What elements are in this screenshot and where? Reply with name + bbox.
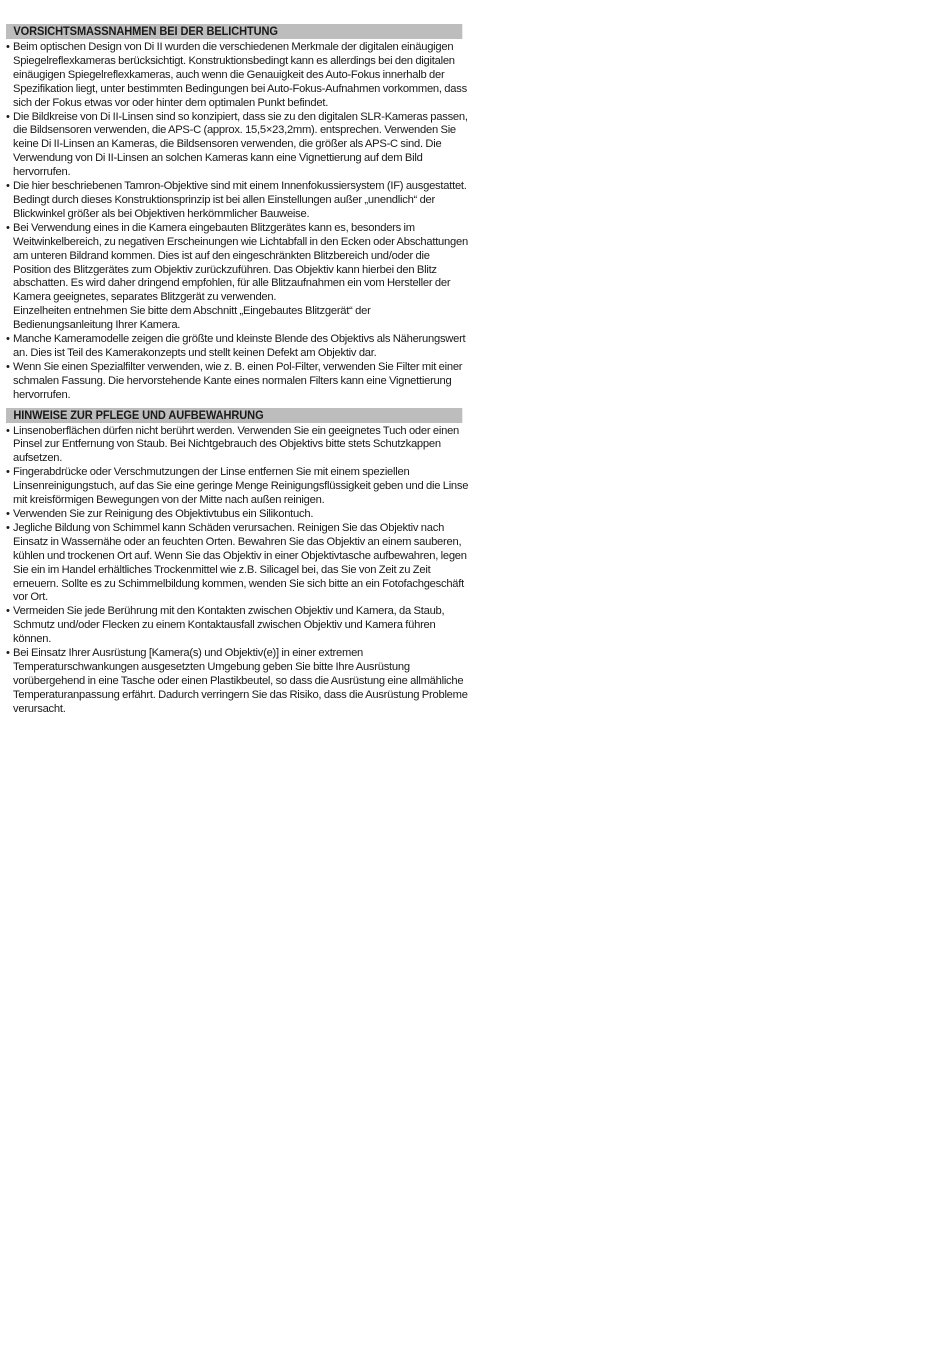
list-item [6, 605, 470, 647]
bullet-list [6, 425, 470, 717]
item-note: Einzelheiten entnehmen Sie bitte dem Abschnitt „Eingebautes Blitzgerät“ der Bedienungsanleitung Ihrer Kamera. [13, 305, 371, 332]
list-item [6, 466, 470, 508]
section-exposure-precautions [6, 24, 470, 403]
list-item [6, 111, 470, 181]
bullet-list [6, 41, 470, 403]
list-item [6, 180, 470, 222]
list-item [6, 425, 470, 467]
item-text: Manche Kameramodelle zeigen die größte und kleinste Blende des Objektivs als Näherungswert an. Dies ist Teil des Kamerakonzepts und stellt keinen Defekt am Objektiv dar. [13, 333, 466, 359]
document-column [6, 24, 470, 717]
list-item [6, 361, 470, 403]
item-text: Die Bildkreise von Di II-Linsen sind so konzipiert, dass sie zu den digitalen SLR-Kameras passen, die Bildsensoren verwenden, die APS-C (approx. 15,5×23,2mm). entsprechen. Verwenden Sie keine Di II-Linsen an Kameras, die Bildsensoren verwenden, die größer als APS-C sind. Die Verwendung von Di II-Linsen an solchen Kameras kann eine Vignettierung auf dem Bild hervorrufen. [13, 110, 468, 179]
item-text: Bei Verwendung eines in die Kamera eingebauten Blitzgerätes kann es, besonders im Weitwinkelbereich, zu negativen Erscheinungen wie Lichtabfall in den Ecken oder Abschattungen am unteren Bildrand kommen. Dies ist auf den eingeschränkten Blitzbereich und/oder die Position des Blitzgerätes zum Objektiv zurückzuführen. Das Objektiv kann hierbei den Blitz abschatten. Es wird daher dringend empfohlen, für alle Blitzaufnahmen ein vom Hersteller der Kamera geeignetes, separates Blitzgerät zu verwenden. [13, 221, 468, 304]
item-text: Jegliche Bildung von Schimmel kann Schäden verursachen. Reinigen Sie das Objektiv nach Einsatz in Wassernähe oder an feuchten Orten. Bewahren Sie das Objektiv an einem sauberen, kühlen und trockenen Ort auf. Wenn Sie das Objektiv in einer Objektivtasche aufbewahren, legen Sie ein im Handel erhältliches Trockenmittel wie z.B. Silicagel bei, das Sie von Zeit zu Zeit erneuern. Sollte es zu Schimmelbildung kommen, wenden Sie sich bitte an ein Fotofachgeschäft vor Ort. [13, 521, 467, 604]
list-item [6, 647, 470, 717]
item-text: Vermeiden Sie jede Berührung mit den Kontakten zwischen Objektiv und Kamera, da Staub, Schmutz und/oder Flecken zu einem Kontaktausfall zwischen Objektiv und Kamera führen können. [13, 605, 445, 646]
item-text: Die hier beschriebenen Tamron-Objektive sind mit einem Innenfokussiersystem (IF) ausgestattet. Bedingt durch dieses Konstruktionsprinzip ist bei allen Einstellungen außer „unendlich“ der Blickwinkel größer als bei Objektiven herkömmlicher Bauweise. [13, 180, 467, 220]
list-item [6, 41, 470, 111]
item-text: Beim optischen Design von Di II wurden die verschiedenen Merkmale der digitalen einäugigen Spiegelreflexkameras berücksichtigt. Konstruktionsbedingt kann es allerdings bei den digitalen einäugigen Spiegelreflexkameras, auch wenn die Genauigkeit des Auto-Fokus innerhalb der Spezifikation liegt, unter bestimmten Bedingungen bei Auto-Fokus-Aufnahmen vorkommen, dass sich der Fokus etwas vor oder hinter dem optimalen Punkt befindet. [13, 41, 467, 109]
item-text: Bei Einsatz Ihrer Ausrüstung [Kamera(s) und Objektiv(e)] in einer extremen Temperaturschwankungen ausgesetzten Umgebung geben Sie bitte Ihre Ausrüstung vorübergehend in eine Tasche oder einen Plastikbeutel, so dass die Ausrüstung eine allmähliche Temperaturanpassung erfährt. Dadurch verringern Sie das Risiko, dass die Ausrüstung Probleme verursacht. [13, 647, 468, 715]
list-item [6, 508, 470, 522]
list-item [6, 333, 470, 361]
item-text: Fingerabdrücke oder Verschmutzungen der Linse entfernen Sie mit einem speziellen Linsenreinigungstuch, auf das Sie eine geringe Menge Reinigungsflüssigkeit geben und die Linse mit kreisförmigen Bewegungen von der Mitte nach außen reinigen. [13, 466, 469, 507]
item-text: Linsenoberflächen dürfen nicht berührt werden. Verwenden Sie ein geeignetes Tuch oder einen Pinsel zur Entfernung von Staub. Bei Nichtgebrauch des Objektivs bitte stets Schutzkappen aufsetzen. [13, 424, 460, 465]
item-text: Wenn Sie einen Spezialfilter verwenden, wie z. B. einen Pol-Filter, verwenden Sie Filter mit einer schmalen Fassung. Die hervorstehende Kante eines normalen Filters kann eine Vignettierung hervorrufen. [13, 360, 463, 401]
item-text: Verwenden Sie zur Reinigung des Objektivtubus ein Silikontuch. [13, 508, 314, 520]
list-item [6, 222, 470, 333]
section-title: HINWEISE ZUR PFLEGE UND AUFBEWAHRUNG [6, 408, 462, 423]
list-item [6, 522, 470, 605]
section-care-storage [6, 408, 470, 717]
section-title: VORSICHTSMASSNAHMEN BEI DER BELICHTUNG [6, 24, 462, 39]
